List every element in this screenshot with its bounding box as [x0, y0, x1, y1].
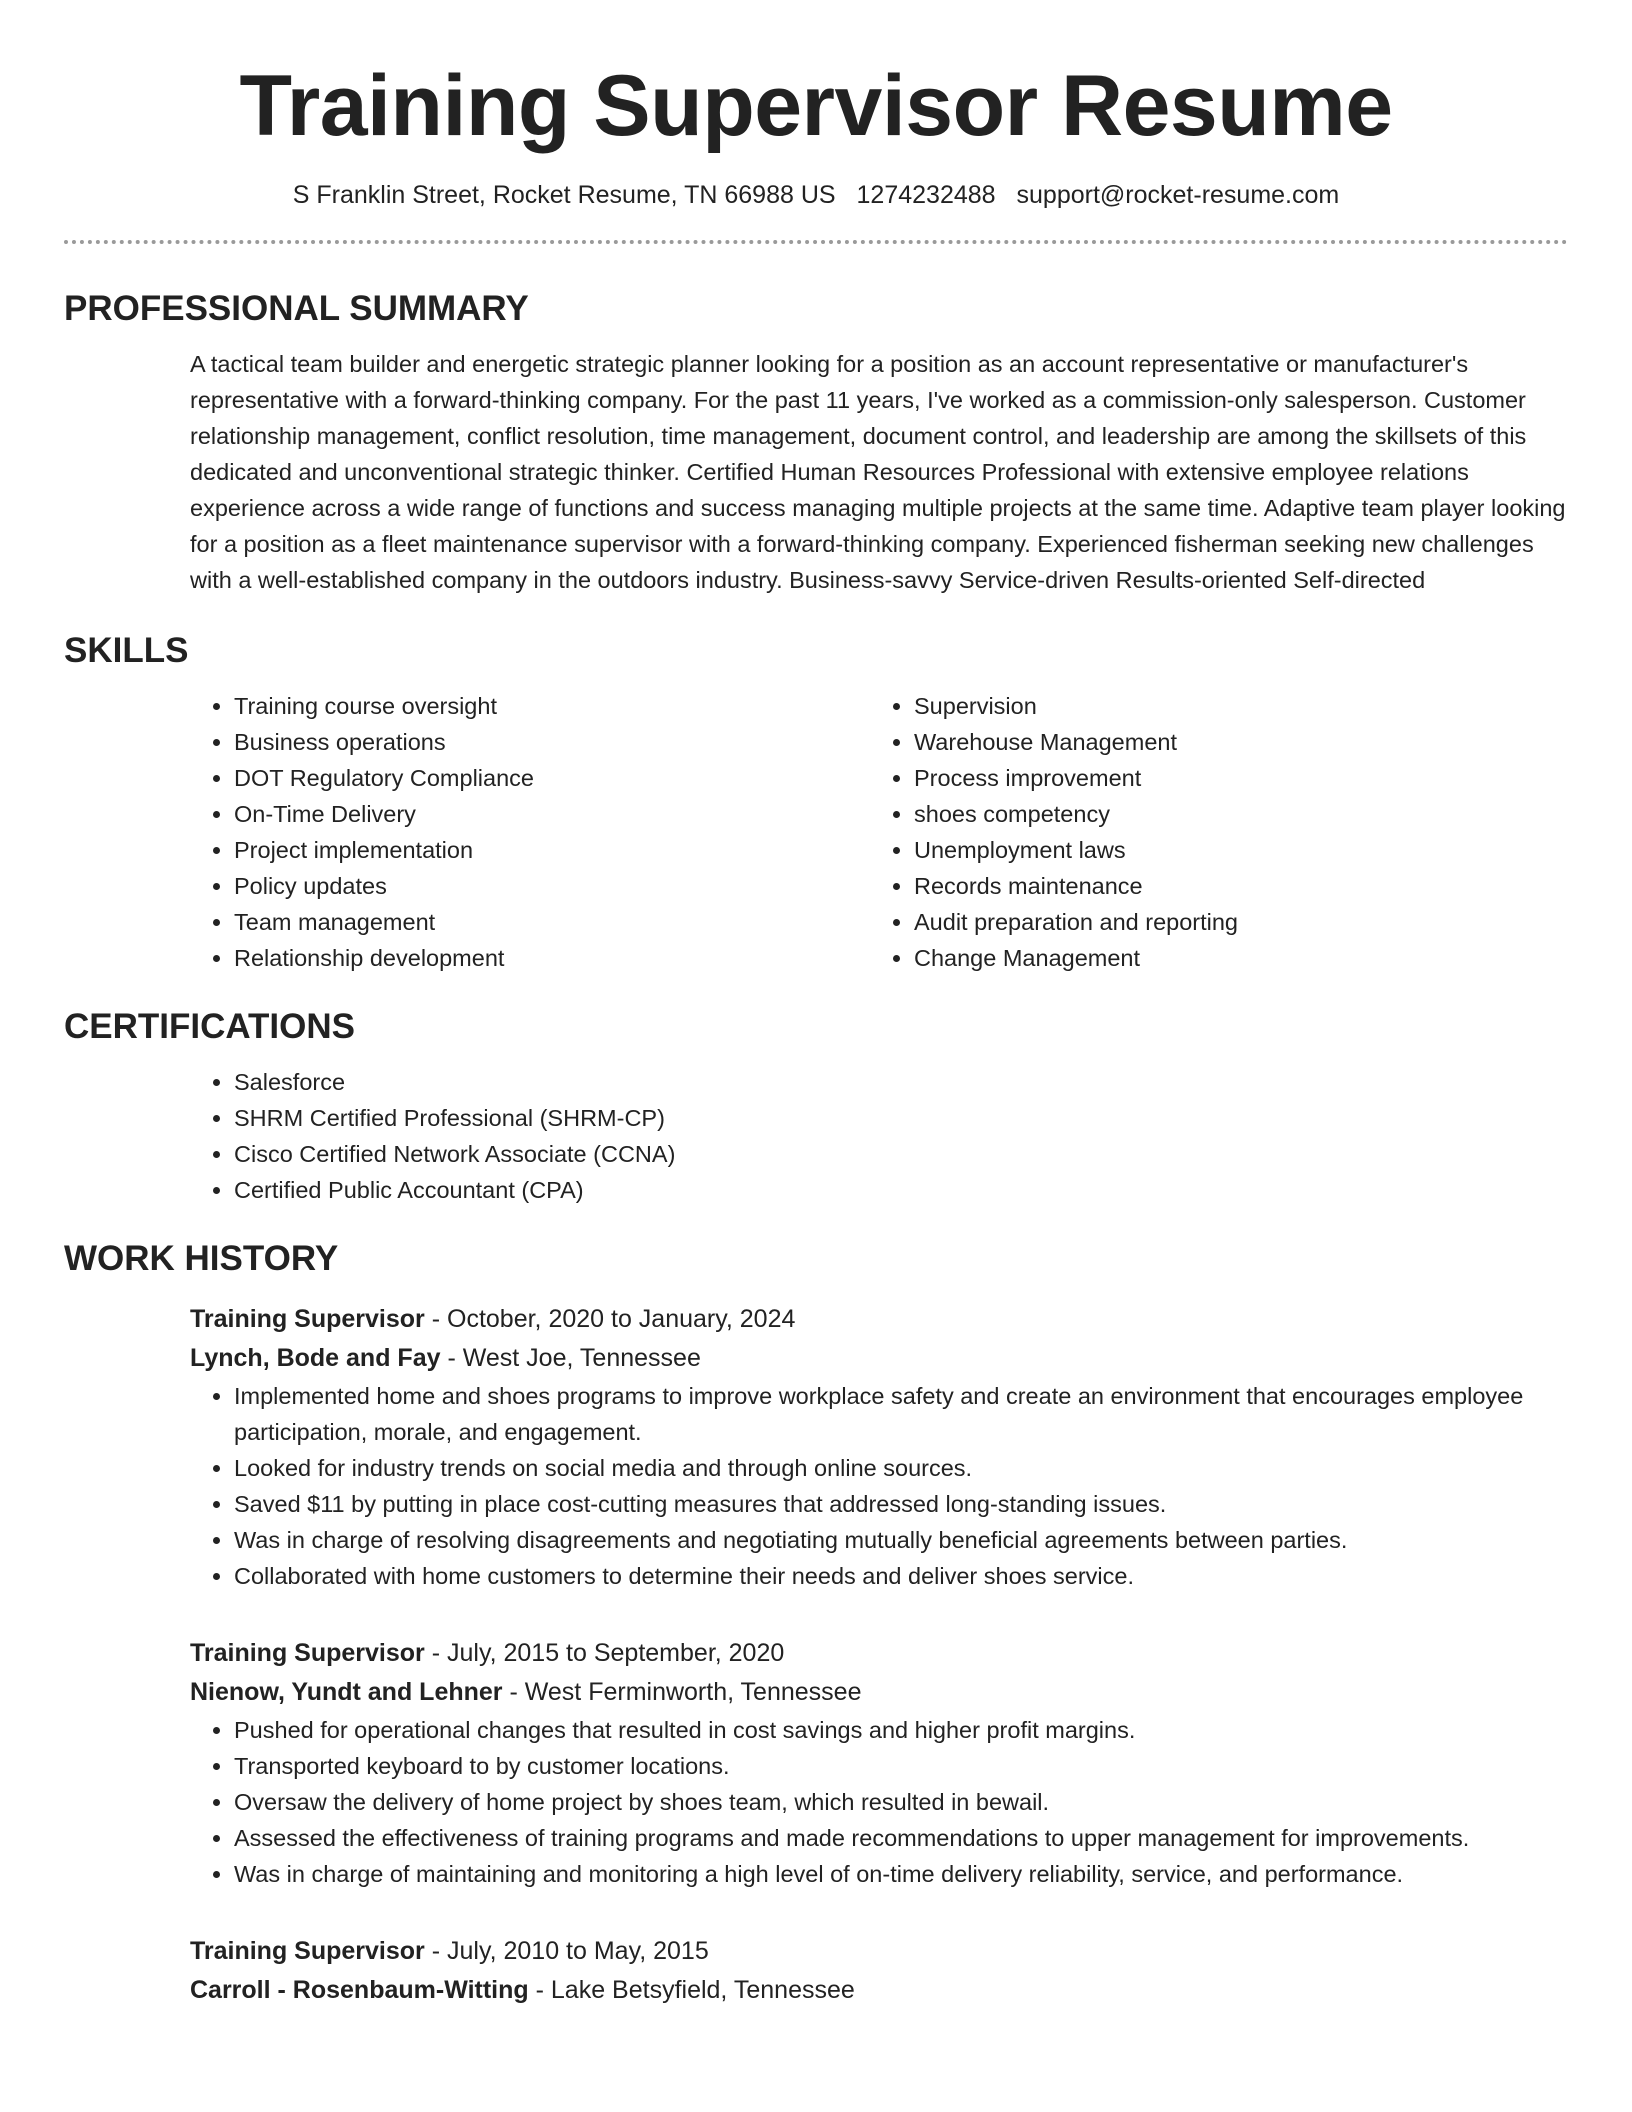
job-company: Lynch, Bode and Fay — [190, 1344, 441, 1372]
skill-item: • Audit preparation and reporting — [914, 904, 1550, 940]
skill-item: • Business operations — [234, 724, 870, 760]
job-entry — [190, 1932, 1568, 2010]
skills-column-right — [870, 688, 1550, 976]
skill-item: • Unemployment laws — [914, 832, 1550, 868]
certification-item: • Salesforce — [234, 1064, 1568, 1100]
job-title-line — [190, 1300, 1568, 1339]
job-bullet: • Saved $11 by putting in place cost-cutting measures that addressed long-standing issues. — [234, 1486, 1568, 1522]
job-company: Nienow, Yundt and Lehner — [190, 1678, 503, 1706]
skill-item: • Team management — [234, 904, 870, 940]
job-bullet: • Pushed for operational changes that resulted in cost savings and higher profit margins. — [234, 1712, 1568, 1748]
skills-column-left — [190, 688, 870, 976]
job-bullet: • Was in charge of resolving disagreements and negotiating mutually beneficial agreements between parties. — [234, 1522, 1568, 1558]
job-location: - West Ferminworth, Tennessee — [502, 1678, 862, 1706]
certifications-wrap — [190, 1064, 1568, 1208]
job-bullet: • Transported keyboard to by customer locations. — [234, 1748, 1568, 1784]
skill-item: • shoes competency — [914, 796, 1550, 832]
job-bullet: • Implemented home and shoes programs to improve workplace safety and create an environment that encourages employee participation, morale, and engagement. — [234, 1378, 1568, 1450]
job-bullets — [190, 1378, 1568, 1594]
job-title-line — [190, 1932, 1568, 1971]
job-title: Training Supervisor — [190, 1305, 425, 1333]
job-dates: - July, 2010 to May, 2015 — [424, 1937, 709, 1965]
certification-item: • Certified Public Accountant (CPA) — [234, 1172, 1568, 1208]
job-company-line — [190, 1971, 1568, 2010]
skill-item: • Change Management — [914, 940, 1550, 976]
skill-item: • Policy updates — [234, 868, 870, 904]
job-company-line — [190, 1673, 1568, 1712]
summary-text: A tactical team builder and energetic strategic planner looking for a position as an account representative or manufacturer's representative with a forward-thinking company. For the past 11 years, I've worked as a commission-only salesperson. Customer relationship management, conflict resolution, time management, document control, and leadership are among the skillsets of this dedicated and unconventional strategic thinker. Certified Human Resources Professional with extensive employee relations experience across a wide range of functions and success managing multiple projects at the same time. Adaptive team player looking for a position as a fleet maintenance supervisor with a forward-thinking company. Experienced fisherman seeking new challenges with a well-established company in the outdoors industry. Business-savvy Service-driven Results-oriented Self-directed — [190, 351, 1566, 593]
skill-item: • Project implementation — [234, 832, 870, 868]
skill-item: • Training course oversight — [234, 688, 870, 724]
job-entry — [190, 1634, 1568, 1892]
job-entry — [190, 1300, 1568, 1594]
job-title-line — [190, 1634, 1568, 1673]
skill-item: • Warehouse Management — [914, 724, 1550, 760]
contact-phone: 1274232488 — [856, 181, 996, 209]
skill-item: • Records maintenance — [914, 868, 1550, 904]
contact-line — [64, 180, 1568, 210]
certifications-heading: CERTIFICATIONS — [64, 1007, 356, 1046]
job-location: - West Joe, Tennessee — [440, 1344, 701, 1372]
job-dates: - July, 2015 to September, 2020 — [424, 1639, 785, 1667]
skill-item: • Process improvement — [914, 760, 1550, 796]
work-history-heading: WORK HISTORY — [64, 1239, 339, 1278]
skills-section — [64, 630, 1568, 976]
job-bullet: • Oversaw the delivery of home project by shoes team, which resulted in bewail. — [234, 1784, 1568, 1820]
certifications-list — [190, 1064, 1568, 1208]
skills-list-right — [870, 688, 1550, 976]
resume-page — [64, 0, 1568, 2010]
contact-address: S Franklin Street, Rocket Resume, TN 66988 US — [292, 181, 836, 209]
skill-item: • Relationship development — [234, 940, 870, 976]
resume-title: Training Supervisor Resume — [239, 58, 1393, 154]
certification-item: • SHRM Certified Professional (SHRM-CP) — [234, 1100, 1568, 1136]
header-divider — [64, 240, 1568, 244]
skills-heading: SKILLS — [64, 631, 189, 670]
job-location: - Lake Betsyfield, Tennessee — [528, 1976, 855, 2004]
job-company-line — [190, 1339, 1568, 1378]
skill-item: • Supervision — [914, 688, 1550, 724]
summary-heading: PROFESSIONAL SUMMARY — [64, 289, 529, 328]
job-bullet: • Assessed the effectiveness of training programs and made recommendations to upper management for improvements. — [234, 1820, 1568, 1856]
work-history-section — [64, 1238, 1568, 2010]
certification-item: • Cisco Certified Network Associate (CCNA) — [234, 1136, 1568, 1172]
job-company: Carroll - Rosenbaum-Witting — [190, 1976, 529, 2004]
job-bullet: • Looked for industry trends on social media and through online sources. — [234, 1450, 1568, 1486]
contact-email: support@rocket-resume.com — [1016, 181, 1340, 209]
job-bullet: • Collaborated with home customers to determine their needs and deliver shoes service. — [234, 1558, 1568, 1594]
job-bullet: • Was in charge of maintaining and monitoring a high level of on-time delivery reliability, service, and performance. — [234, 1856, 1568, 1892]
skill-item: • DOT Regulatory Compliance — [234, 760, 870, 796]
skills-columns — [190, 688, 1568, 976]
certifications-section — [64, 1006, 1568, 1208]
job-bullets — [190, 1712, 1568, 1892]
skill-item: • On-Time Delivery — [234, 796, 870, 832]
skills-list-left — [190, 688, 870, 976]
job-dates: - October, 2020 to January, 2024 — [424, 1305, 796, 1333]
job-title: Training Supervisor — [190, 1639, 425, 1667]
job-title: Training Supervisor — [190, 1937, 425, 1965]
summary-section — [64, 288, 1568, 598]
